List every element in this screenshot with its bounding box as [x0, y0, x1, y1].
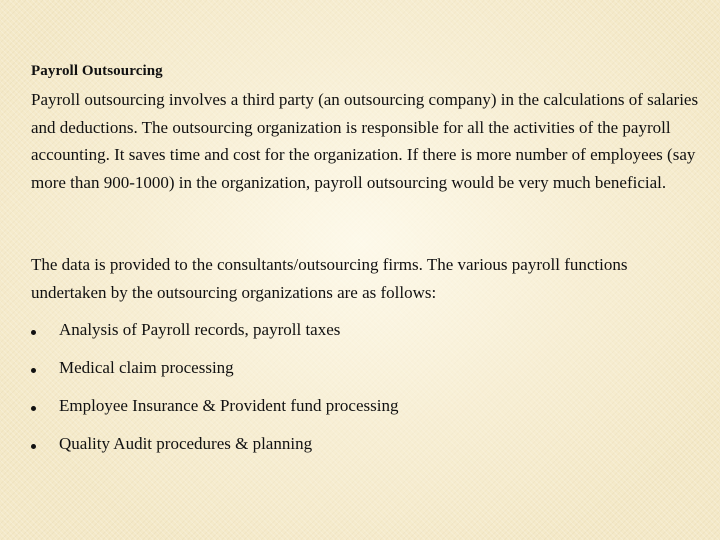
bullet-icon [31, 368, 36, 373]
list-item-text: Medical claim processing [59, 358, 234, 377]
functions-paragraph: The data is provided to the consultants/outsourcing firms. The various payroll functions undertaken by the outsourcing organizations are as follows: [31, 255, 628, 302]
bullet-icon [31, 406, 36, 411]
list-item-text: Employee Insurance & Provident fund processing [59, 396, 399, 415]
list-item [31, 355, 398, 393]
list-item [31, 317, 398, 355]
list-item [31, 393, 398, 431]
bullet-icon [31, 330, 36, 335]
list-item [31, 431, 398, 469]
intro-paragraph: Payroll outsourcing involves a third party (an outsourcing company) in the calculations of salaries and deductions. The outsourcing organization is responsible for all the activities of the payroll accounting. It saves time and cost for the organization. If there is more number of employees (say more than 900-1000) in the organization, payroll outsourcing would be very much beneficial. [31, 90, 699, 192]
list-item-text: Analysis of Payroll records, payroll taxes [59, 320, 341, 339]
slide-heading: Payroll Outsourcing [31, 63, 163, 79]
list-item-text: Quality Audit procedures & planning [59, 434, 313, 453]
bullet-icon [31, 444, 36, 449]
functions-list [31, 317, 398, 469]
